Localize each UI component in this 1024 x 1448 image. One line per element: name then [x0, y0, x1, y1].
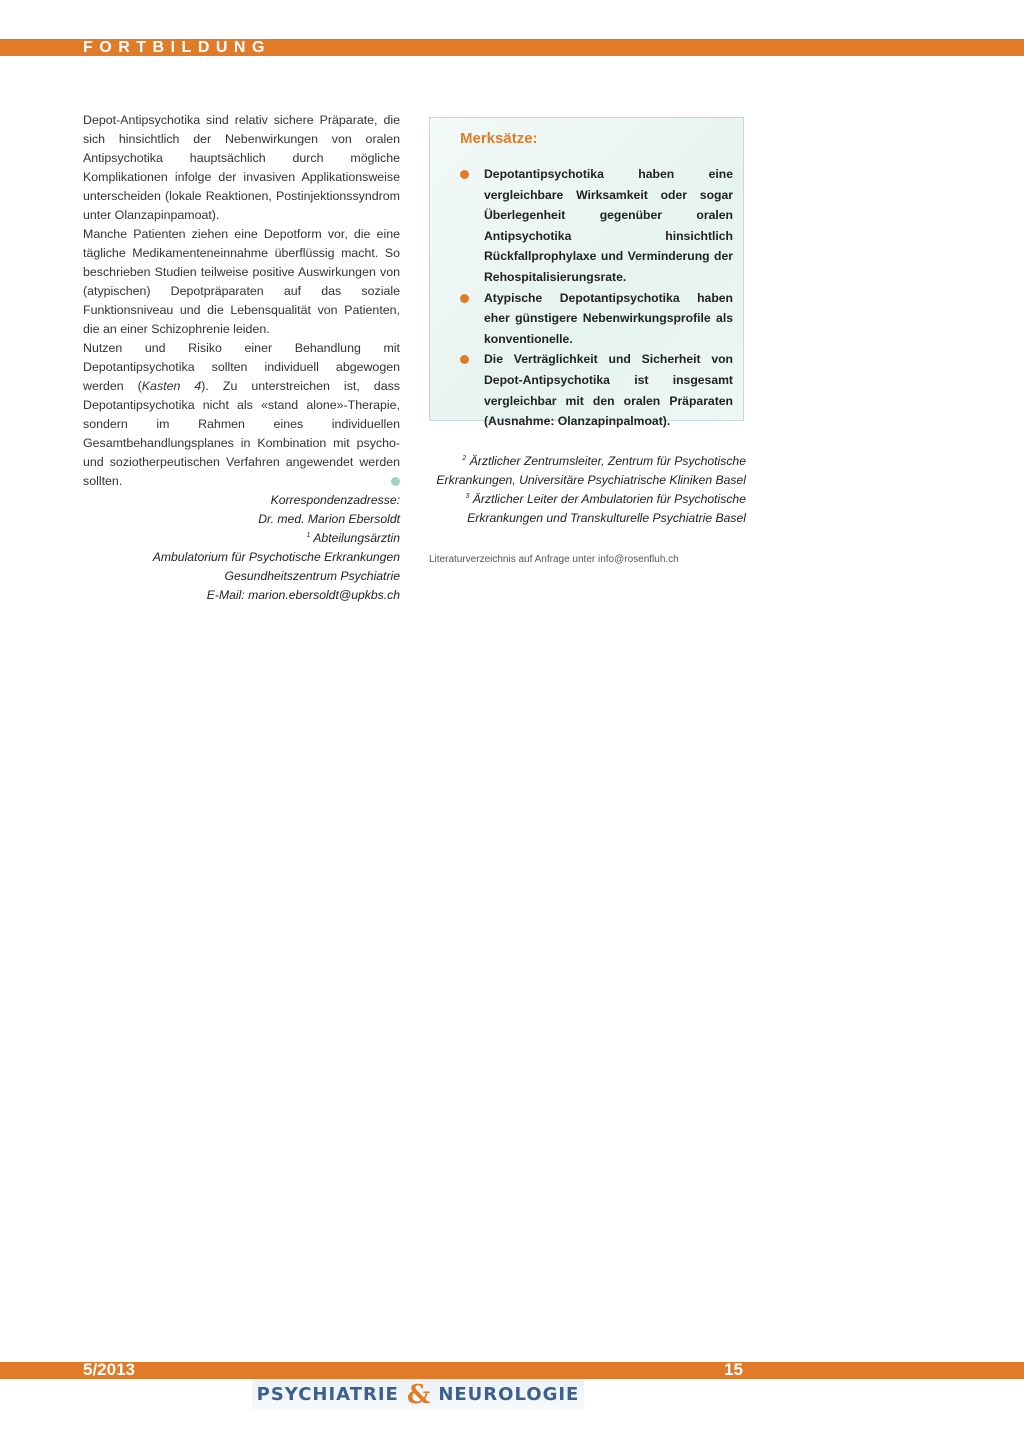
bullet-icon: [460, 355, 469, 364]
author-name: Dr. med. Marion Ebersoldt: [258, 512, 400, 526]
section-title: FORTBILDUNG: [83, 39, 271, 56]
affiliation-line-4: Erkrankungen und Transkulturelle Psychiatrie Basel: [467, 511, 746, 525]
footnote-mark-2: 2: [462, 454, 467, 462]
body-paragraph-3-part1: Nutzen und Risiko einer Behandlung mit Depotantipsychotika sollten individuell abgewogen werden (: [83, 341, 400, 393]
author-role: Abteilungsärztin: [313, 531, 400, 545]
footer-bar: [0, 1362, 1024, 1379]
left-column: [83, 111, 400, 605]
list-item: [460, 349, 733, 431]
footnote-mark-1: 1: [306, 531, 311, 539]
affiliations-block: [429, 452, 746, 528]
list-item: [460, 164, 733, 288]
merksaetze-title: Merksätze:: [460, 130, 538, 147]
affiliation-line-2: Erkrankungen, Universitäre Psychiatrische Kliniken Basel: [436, 473, 746, 487]
author-department: Ambulatorium für Psychotische Erkrankungen: [152, 550, 400, 564]
body-paragraph-2: Manche Patienten ziehen eine Depotform vor, die eine tägliche Medikamenteneinnahme überflüssig macht. So beschrieben Studien teilweise positive Auswirkungen von (atypischen) Depotpräparaten auf das soziale Funktionsniveau und die Lebensqualität von Patienten, die an einer Schizophrenie leiden.: [83, 227, 400, 336]
journal-name-right: NEUROLOGIE: [438, 1384, 580, 1405]
affiliation-line-3: [429, 490, 746, 509]
literature-note: Literaturverzeichnis auf Anfrage unter info@rosenfluh.ch: [429, 554, 679, 565]
end-of-article-dot-icon: [391, 477, 400, 486]
bullet-icon: [460, 170, 469, 179]
journal-name-left: PSYCHIATRIE: [256, 1384, 399, 1405]
body-paragraph-3-part2: ). Zu unterstreichen ist, dass Depotantipsychotika nicht als «stand alone»-Therapie, sondern im Rahmen eines individuellen Gesamtbehandlungsplanes in Kombination mit psycho- und soziotherpeutischen Verfahren angewendet werden sollten.: [83, 379, 400, 488]
merksaetze-box: [429, 117, 744, 429]
author-email: E-Mail: marion.ebersoldt@upkbs.ch: [206, 588, 400, 602]
bullet-icon: [460, 294, 469, 303]
journal-logo: [252, 1379, 584, 1410]
affiliation-line-1: [429, 452, 746, 471]
merksatz-text: Depotantipsychotika haben eine vergleichbare Wirksamkeit oder sogar Überlegenheit gegenüber oralen Antipsychotika hinsichtlich Rückfallprophylaxe und Verminderung der Rehospitalisierungsrate.: [484, 167, 733, 284]
affiliation-text-3: Ärztlicher Leiter der Ambulatorien für Psychotische: [472, 492, 746, 506]
author-center: Gesundheitszentrum Psychiatrie: [224, 569, 400, 583]
affiliation-text-1: Ärztlicher Zentrumsleiter, Zentrum für Psychotische: [469, 454, 746, 468]
list-item: [460, 288, 733, 350]
footnote-mark-3: 3: [465, 492, 470, 500]
page-number: 15: [724, 1360, 743, 1379]
issue-number: 5/2013: [83, 1360, 135, 1379]
body-paragraph-1: Depot-Antipsychotika sind relativ sichere Präparate, die sich hinsichtlich der Nebenwirkungen von oralen Antipsychotika hauptsächlich durch mögliche Komplikationen infolge der invasiven Applikationsweise unterscheiden (lokale Reaktionen, Postinjektionssyndrom unter Olanzapinpamoat).: [83, 113, 400, 222]
kasten-reference: Kasten 4: [141, 379, 202, 393]
author-role-line: [83, 529, 400, 548]
correspondence-label: Korrespondenzadresse:: [270, 493, 400, 507]
merksaetze-list: [460, 164, 733, 432]
merksatz-text: Die Verträglichkeit und Sicherheit von Depot-Antipsychotika ist insgesamt vergleichbar mit den oralen Präparaten (Ausnahme: Olanzapinpalmoat).: [484, 352, 733, 429]
journal-ampersand: &: [406, 1379, 431, 1410]
body-paragraph-3: [83, 339, 400, 491]
merksatz-text: Atypische Depotantipsychotika haben eher günstigere Nebenwirkungsprofile als konventionelle.: [484, 290, 733, 346]
correspondence-block: [83, 491, 400, 605]
